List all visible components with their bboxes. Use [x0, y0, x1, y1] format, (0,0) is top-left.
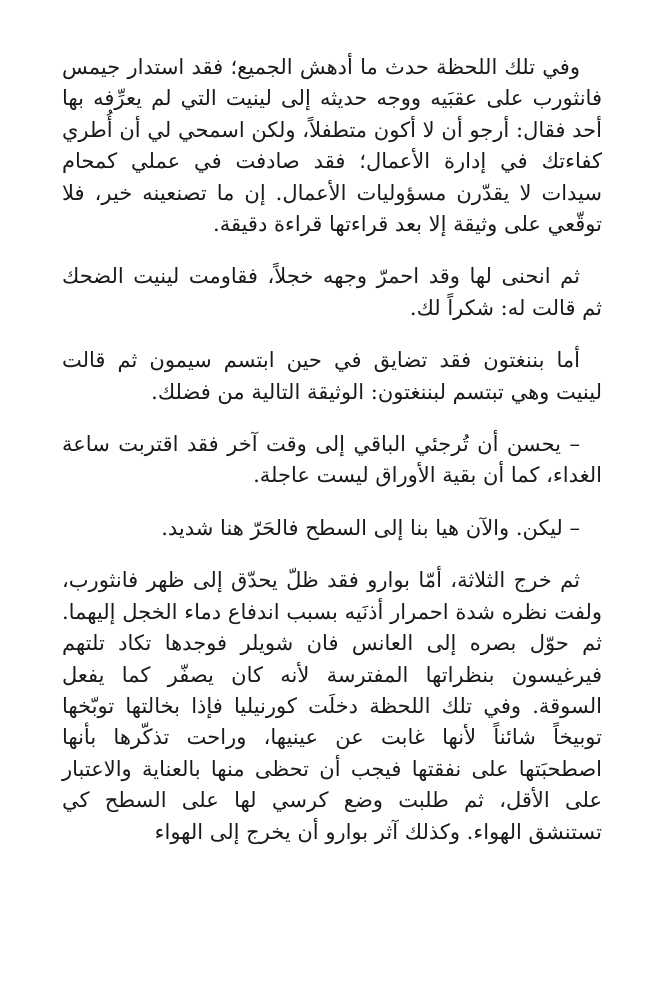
paragraph-pennington-annoyed: أما بننغتون فقد تضايق في حين ابتسم سيمون ثم قالت لينيت وهي تبتسم لبننغتون: الوثيقة التالية من فضلك. [62, 348, 602, 404]
book-page [62, 52, 602, 848]
paragraph-go-to-deck-dialogue: – ليكن. والآن هيا بنا إلى السطح فالحَرّ هنا شديد. [161, 515, 580, 540]
paragraph-linnet-thanks: ثم انحنى لها وقد احمرّ وجهه خجلاً، فقاومت لينيت الضحك ثم قالت له: شكراً لك. [62, 264, 602, 320]
paragraph-postpone-dialogue: – يحسن أن تُرجئي الباقي إلى وقت آخر فقد اقتربت ساعة الغداء، كما أن بقية الأوراق ليست عاجلة. [62, 432, 602, 488]
paragraph-poirot-observes: ثم خرج الثلاثة، أمّا بوارو فقد ظلّ يحدّق إلى ظهر فانثورب، ولفت نظره شدة احمرار أذنَيه بسبب اندفاع دماء الخجل إليهما. ثم حوّل بصره إلى العانس فان شويلر فوجدها تكاد تلتهم فيرغيسون بنظراتها المفترسة لأنه كان يصفّر كما يفعل السوقة. وفي تلك اللحظة دخلَت كورنيليا فإذا بخالتها توبّخها توبيخاً شائناً لأنها غابت عن عينيها، وراحت تذكّرها بأنها اصطحبَتها على نفقتها فيجب أن تحظى منها بالعناية والاعتبار على الأقل، ثم طلبت وضع كرسي لها على السطح كي تستنشق الهواء. وكذلك آثر بوارو أن يخرج إلى الهواء [62, 568, 602, 844]
paragraph-fanthorp-compliment: وفي تلك اللحظة حدث ما أدهش الجميع؛ فقد استدار جيمس فانثورب على عقبَيه ووجه حديثه إلى لينيت التي لم يعرِّفه بها أحد فقال: أرجو أن لا أكون متطفلاً، ولكن اسمحي لي أن أُطري كفاءتك في إدارة الأعمال؛ فقد صادفت في عملي كمحام سيدات لا يقدّرن مسؤوليات الأعمال. إن ما تصنعينه خير، فلا توقّعي على وثيقة إلا بعد قراءتها قراءة دقيقة. [62, 55, 602, 237]
